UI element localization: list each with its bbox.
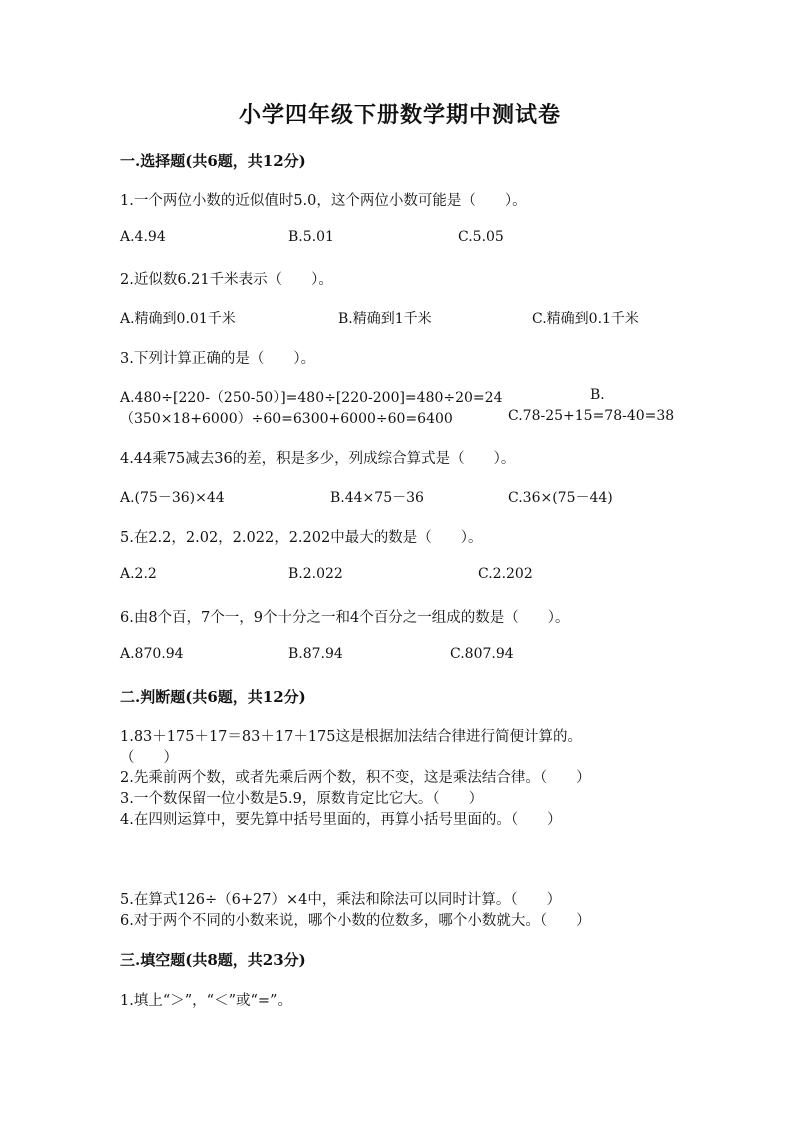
choice-q6-option-c: C.807.94: [450, 646, 514, 662]
choice-q5-option-a: A.2.2: [120, 566, 157, 582]
choice-q5-option-c: C.2.202: [478, 566, 533, 582]
choice-q3-option-b: （350×18+6000）÷60=6300+6000÷60=6400: [120, 411, 453, 427]
section-heading-choice: 一.选择题(共6题，共12分): [120, 152, 306, 170]
judge-q2: 2.先乘前两个数，或者先乘后两个数，积不变，这是乘法结合律。（ ）: [120, 770, 591, 786]
page-title: 小学四年级下册数学期中测试卷: [238, 102, 561, 128]
choice-q6-option-b: B.87.94: [288, 646, 343, 662]
choice-q5-option-b: B.2.022: [288, 566, 343, 582]
choice-q1-stem: 1.一个两位小数的近似值时5.0，这个两位小数可能是（ ）。: [120, 193, 527, 209]
choice-q4-option-c: C.36×(75－44): [508, 490, 613, 506]
choice-q3-option-b-label: B.: [590, 387, 605, 403]
choice-q4-option-b: B.44×75－36: [330, 490, 424, 506]
choice-q6-option-a: A.870.94: [120, 646, 184, 662]
choice-q6-stem: 6.由8个百，7个一，9个十分之一和4个百分之一组成的数是（ ）。: [120, 610, 570, 626]
judge-q6: 6.对于两个不同的小数来说，哪个小数的位数多，哪个小数就大。（ ）: [120, 913, 591, 929]
fill-q1: 1.填上“＞”，“＜”或“=”。: [120, 993, 292, 1009]
choice-q2-option-b: B.精确到1千米: [338, 311, 432, 327]
choice-q2-option-a: A.精确到0.01千米: [120, 311, 236, 327]
choice-q1-option-c: C.5.05: [458, 229, 504, 245]
choice-q1-option-a: A.4.94: [120, 229, 166, 245]
judge-q3: 3.一个数保留一位小数是5.9，原数肯定比它大。（ ）: [120, 791, 484, 807]
choice-q4-stem: 4.44乘75减去36的差，积是多少，列成综合算式是（ ）。: [120, 451, 516, 467]
choice-q3-stem: 3.下列计算正确的是（ ）。: [120, 351, 316, 367]
choice-q2-stem: 2.近似数6.21千米表示（ ）。: [120, 272, 333, 288]
choice-q2-option-c: C.精确到0.1千米: [532, 311, 639, 327]
section-heading-fill: 三.填空题(共8题，共23分): [120, 951, 306, 969]
choice-q3-option-a: A.480÷[220-（250-50）]=480÷[220-200]=480÷20=24: [120, 390, 503, 406]
choice-q1-option-b: B.5.01: [288, 229, 334, 245]
judge-q1: 1.83＋175＋17＝83＋17＋175这是根据加法结合律进行简便计算的。: [120, 729, 582, 745]
judge-q4: 4.在四则运算中，要先算中括号里面的，再算小括号里面的。（ ）: [120, 812, 562, 828]
choice-q5-stem: 5.在2.2，2.02，2.022，2.202中最大的数是（ ）。: [120, 530, 483, 546]
section-heading-judge: 二.判断题(共6题，共12分): [120, 688, 306, 706]
choice-q3-option-c: C.78-25+15=78-40=38: [508, 408, 675, 424]
judge-q1-paren: （ ）: [120, 750, 178, 766]
judge-q5: 5.在算式126÷（6+27）×4中，乘法和除法可以同时计算。（ ）: [120, 892, 562, 908]
choice-q4-option-a: A.(75－36)×44: [120, 490, 225, 506]
